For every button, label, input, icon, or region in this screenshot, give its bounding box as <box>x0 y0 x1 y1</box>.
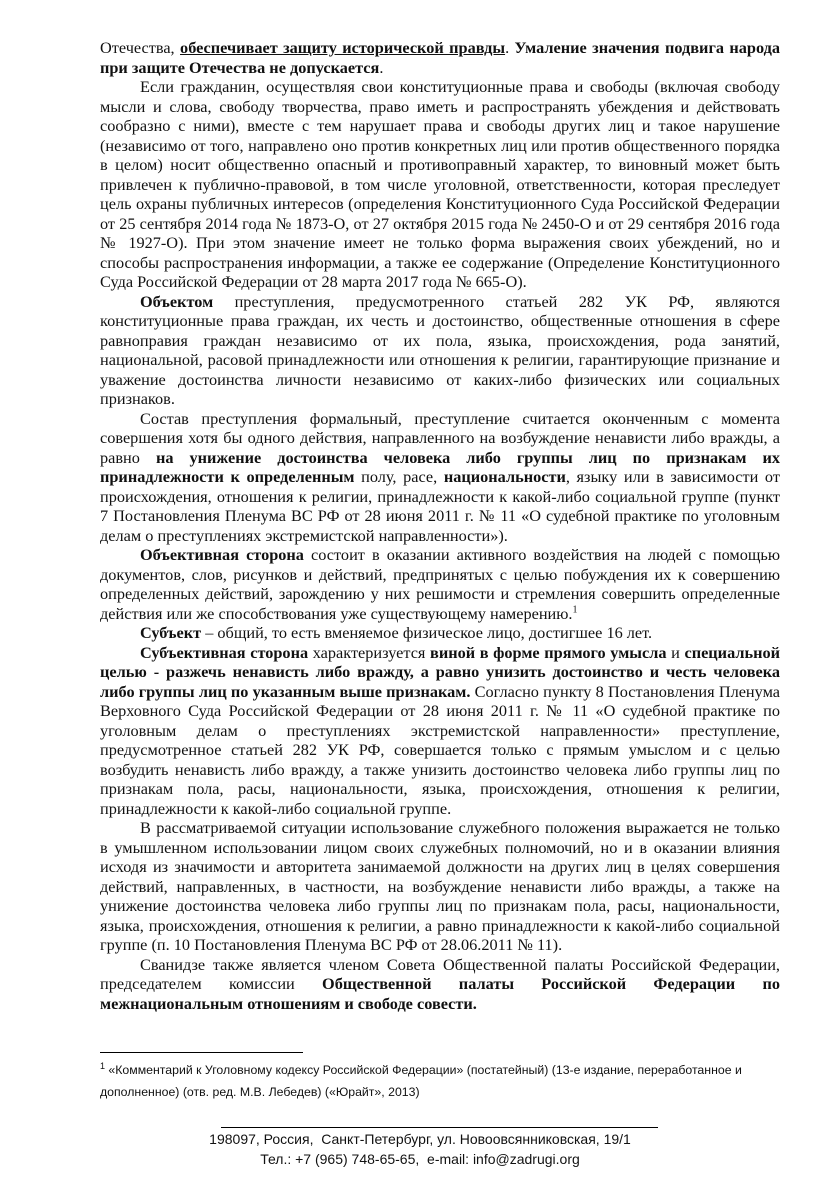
emphasis-special-purpose: специальной целью - разжечь ненависть либо вражду, а равно унизить достоинство и честь человека либо группы лиц по указанным выше признакам. <box>100 642 780 701</box>
paragraph-official-position: В рассматриваемой ситуации использование служебного положения выражается не только в умышленном использовании лицом своих служебных полномочий, но и в оказании влияния исходя из значимости и авторитета занимаемой должности на других лиц в целях совершения действий, направленных, в частности, на возбуждение ненависти либо вражды, а также на унижение достоинства человека либо группы лиц по признакам пола, расы, национальности, языка, происхождения, отношения к религии, а равно принадлежности к какой-либо социальной группе (п. 10 Постановления Пленума ВС РФ от 28.06.2011 № 11). <box>100 818 780 954</box>
term-subjective-side: Субъективная сторона <box>140 642 309 662</box>
footer-contacts: Тел.: +7 (965) 748-65-65, e-mail: info@zadrugi.org <box>260 1151 580 1167</box>
emphasis-feat-denigration: Умаление значения подвига народа при защите Отечества не допускается <box>100 38 781 77</box>
footnote-divider <box>100 1052 303 1053</box>
emphasis-commission-name: Общественной палаты Российской Федерации по межнациональным отношениям и свободе совести. <box>100 974 780 1013</box>
footer-address: 198097, Россия, Санкт-Петербург, ул. Новоовсянниковская, 19/1 <box>209 1131 631 1147</box>
paragraph-object-of-crime: Объектом преступления, предусмотренного статьей 282 УК РФ, являются конституционные права граждан, их честь и достоинство, общественные отношения в сфере равноправия граждан независимо от их пола, языка, происхождения, рода занятий, национальной, расовой принадлежности или отношения к религии, гарантирующие признание и уважение достоинства личности независимо от каких-либо физических или социальных признаков. <box>100 291 780 408</box>
paragraph-subjective-side: Субъективная сторона характеризуется виной в форме прямого умысла и специальной целью - разжечь ненависть либо вражду, а равно унизить достоинство и честь человека либо группы лиц по указанным выше признакам. Согласно пункту 8 Постановления Пленума Верховного Суда Российской Федерации от 28 июня 2011 г. № 11 «О судебной практике по уголовным делам о преступлениях экстремистской направленности» преступление, предусмотренное статьей 282 УК РФ, совершается только с прямым умыслом и с целью возбудить ненависть либо вражду, а также унизить достоинство человека либо группы лиц по признакам пола, расы, национальности, языка, происхождения, отношения к религии, принадлежности к какой-либо социальной группе. <box>100 642 780 818</box>
page-footer <box>0 1129 840 1169</box>
emphasis-direct-intent: виной в форме прямого умысла <box>430 642 667 662</box>
emphasis-historical-truth: обеспечивает защиту исторической правды <box>180 38 506 57</box>
footnote-number: 1 <box>100 1060 106 1071</box>
paragraph-fatherland-history: Отечества, обеспечивает защиту исторической правды. Умаление значения подвига народа при защите Отечества не допускается. <box>100 38 781 77</box>
footnote-text: «Комментарий к Уголовному кодексу Российской Федерации» (постатейный) (13-е издание, переработанное и дополненное) (отв. ред. М.В. Лебедев) («Юрайт», 2013) <box>100 1063 742 1099</box>
paragraph-crime-composition: Состав преступления формальный, преступление считается оконченным с момента совершения хотя бы одного действия, направленного на возбуждение ненависти либо вражды, а равно на унижение достоинства человека либо группы лиц по признакам их принадлежности к определенным полу, расе, национальности, языку или в зависимости от происхождения, отношения к религии, принадлежности к какой-либо социальной группе (пункт 7 Постановления Пленума ВС РФ от 28 июня 2011 г. № 11 «О судебной практике по уголовным делам о преступлениях экстремистской направленности»). <box>100 408 780 545</box>
footnote <box>100 1059 782 1103</box>
term-subject: Субъект <box>140 623 202 642</box>
footnote-ref[interactable]: 1 <box>572 604 578 616</box>
footer-divider <box>221 1127 658 1128</box>
emphasis-humiliation: на унижение достоинства человека либо группы лиц по признакам их принадлежности к определенным <box>100 447 780 486</box>
document-body <box>100 38 780 1013</box>
paragraph-citizen-rights: Если гражданин, осуществляя свои конституционные права и свободы (включая свободу мысли и слова, свободу творчества, право иметь и распространять убеждения и действовать сообразно с ними), вместе с тем нарушает права и свободы других лиц и такое нарушение (независимо от того, направлено оно против конкретных лиц или против общественного порядка в целом) носит общественно опасный и противоправный характер, то виновный может быть привлечен к публично-правовой, в том числе уголовной, ответственности, которая преследует цель охраны публичных интересов (определения Конституционного Суда Российской Федерации от 25 сентября 2014 года № 1873-О, от 27 октября 2015 года № 2450-О и от 29 сентября 2016 года № 1927-О). При этом значение имеет не только форма выражения своих убеждений, но и способы распространения информации, а также ее содержание (Определение Конституционного Суда Российской Федерации от 28 марта 2017 года № 665-О). <box>100 77 780 291</box>
term-object: Объектом <box>140 291 214 311</box>
paragraph-objective-side: Объективная сторона состоит в оказании активного воздействия на людей с помощью документов, слов, рисунков и действий, предпринятых с целью побуждения их к совершению определенных действий, зарождению у них решимости и стремления совершить определенные действия или же способствования уже существующему намерению.$^1$ <box>100 545 780 623</box>
emphasis-nationality: национальности <box>443 467 566 486</box>
term-objective-side: Объективная сторона <box>140 545 304 564</box>
paragraph-svanidze: Сванидзе также является членом Совета Общественной палаты Российской Федерации, председателем комиссии Общественной палаты Российской Федерации по межнациональным отношениям и свободе совести. <box>100 954 780 1013</box>
paragraph-subject: Субъект – общий, то есть вменяемое физическое лицо, достигшее 16 лет. <box>140 623 653 642</box>
